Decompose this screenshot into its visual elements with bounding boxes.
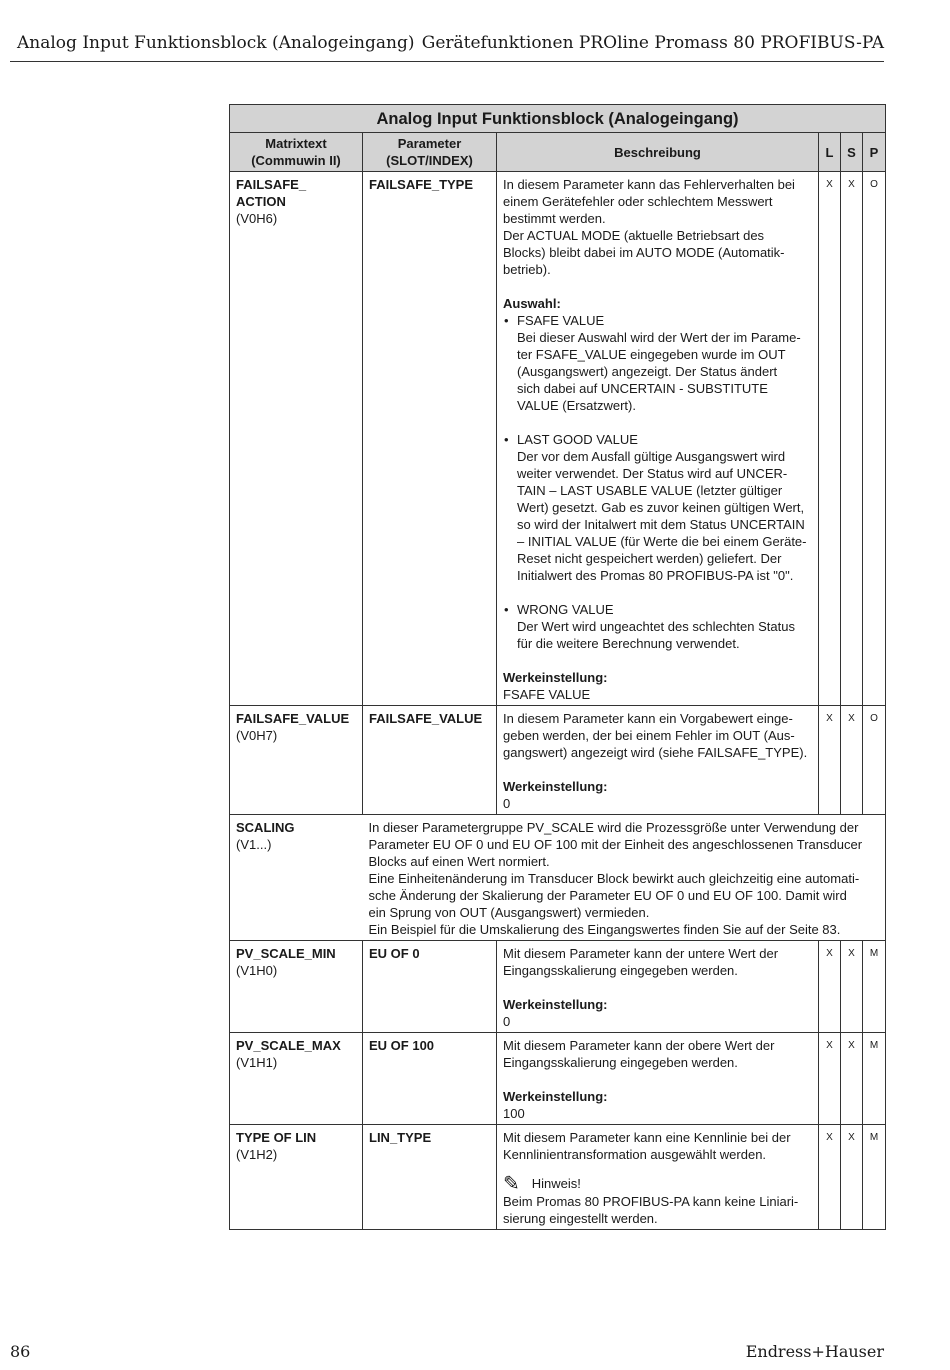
flag-p: O xyxy=(863,706,886,815)
flag-p: M xyxy=(863,1125,886,1230)
matrix-cell: TYPE OF LIN (V1H2) xyxy=(230,1125,363,1230)
flag-l: X xyxy=(819,706,841,815)
note-label: Hinweis! xyxy=(531,1176,581,1191)
flag-p: M xyxy=(863,1033,886,1125)
flag-s: X xyxy=(841,1125,863,1230)
description-cell: In dieser Parametergruppe PV_SCALE wird die Prozessgröße unter Verwendung der Parameter EU OF 0 und EU OF 100 mit der Einheit des angeschlossenen Transducer Blocks auf einen Wert normiert. Eine Einheitenänderung im Transducer Block bewirkt auch gleichzeitig eine automati- sche Änderung der Skalierung der Parameter EU OF 0 und EU OF 100. Damit wird ein Sprung von OUT (Ausgangswert) vermieden. Ein Beispiel für die Umskalierung des Eingangswertes finden Sie auf der Seite 83. xyxy=(363,815,886,941)
column-header-matrix: Matrixtext (Commuwin II) xyxy=(230,133,363,172)
description-cell: In diesem Parameter kann das Fehlerverhalten bei einem Gerätefehler oder schlechtem Messwert bestimmt werden. Der ACTUAL MODE (aktuelle Betriebsart des Blocks) bleibt dabei im AUTO MODE (Automatik- betrieb). Auswahl: • FSAFE VALUE Bei dieser Auswahl wird der Wert der im Parame- ter FSAFE_VALUE eingegeben wurde im OUT (Ausgangswert) angezeigt. Der Status ändert sich dabei auf UNCERTAIN - SUBSTITUTE VALUE (Ersatzwert). • LAST GOOD VALUE Der vor dem Ausfall gültige Ausgangswert wird weiter verwendet. Der Status wird auf UNCER- TAIN – LAST USABLE VALUE (letzter gültiger Wert) gesetzt. Gab es zuvor keinen gültigen Wert, so wird der Initalwert mit dem Status UNCERTAIN – INITIAL VALUE (für Werte die bei einem Geräte- Reset nicht gespeichert werden) geliefert. Der Initialwert des Promas 80 PROFIBUS-PA ist "0". • WRONG VALUE Der Wert wird ungeachtet des schlechten Status für die weitere Berechnung verwendet. Werkeinstellung: FSAFE VALUE xyxy=(497,172,819,706)
flag-s: X xyxy=(841,1033,863,1125)
description-cell: Mit diesem Parameter kann der obere Wert der Eingangsskalierung eingegeben werden. Werkeinstellung: 100 xyxy=(497,1033,819,1125)
description-cell: Mit diesem Parameter kann eine Kennlinie bei der Kennlinientransformation ausgewählt werden. ✎ Hinweis! Beim Promas 80 PROFIBUS-PA kann keine Liniari- sierung eingestellt werden. xyxy=(497,1125,819,1230)
default-value: FSAFE VALUE xyxy=(503,687,591,702)
flag-l: X xyxy=(819,1033,841,1125)
column-header-l: L xyxy=(819,133,841,172)
table-row-failsafe-action xyxy=(230,172,886,706)
default-label: Werkeinstellung: xyxy=(503,997,608,1012)
column-header-parameter: Parameter (SLOT/INDEX) xyxy=(363,133,497,172)
flag-p: O xyxy=(863,172,886,706)
flag-l: X xyxy=(819,172,841,706)
table-row-failsafe-value xyxy=(230,706,886,815)
column-header-s: S xyxy=(841,133,863,172)
flag-l: X xyxy=(819,941,841,1033)
parameter-cell: EU OF 0 xyxy=(363,941,497,1033)
matrix-cell: PV_SCALE_MIN (V1H0) xyxy=(230,941,363,1033)
table-row-scaling xyxy=(230,815,886,941)
bullet-icon: • xyxy=(504,432,509,447)
header-section-title: Analog Input Funktionsblock (Analogeingang) xyxy=(17,33,415,53)
table-title: Analog Input Funktionsblock (Analogeingang) xyxy=(230,105,886,133)
default-value: 0 xyxy=(503,796,511,811)
parameter-cell: FAILSAFE_VALUE xyxy=(363,706,497,815)
flag-s: X xyxy=(841,941,863,1033)
parameter-cell: EU OF 100 xyxy=(363,1033,497,1125)
table-row-type-of-lin xyxy=(230,1125,886,1230)
table-row-pv-scale-min xyxy=(230,941,886,1033)
note-heading xyxy=(503,1175,812,1193)
column-header-description: Beschreibung xyxy=(497,133,819,172)
matrix-cell: PV_SCALE_MAX (V1H1) xyxy=(230,1033,363,1125)
bullet-icon: • xyxy=(504,313,509,328)
flag-s: X xyxy=(841,706,863,815)
page-number: 86 xyxy=(10,1342,31,1361)
bullet-icon: • xyxy=(504,602,509,617)
default-value: 0 xyxy=(503,1014,511,1029)
flag-s: X xyxy=(841,172,863,706)
pencil-note-icon: ✎ xyxy=(503,1173,520,1195)
brand-logo-text: Endress+Hauser xyxy=(745,1342,884,1361)
description-cell: In diesem Parameter kann ein Vorgabewert einge- geben werden, der bei einem Fehler im OUT (Aus- gangswert) angezeigt wird (siehe FAILSAFE_TYPE). Werkeinstellung: 0 xyxy=(497,706,819,815)
option-list xyxy=(503,312,812,652)
matrix-cell: FAILSAFE_VALUE (V0H7) xyxy=(230,706,363,815)
flag-p: M xyxy=(863,941,886,1033)
choice-label: Auswahl: xyxy=(503,296,561,311)
table-header-row xyxy=(230,133,886,172)
page-header xyxy=(10,30,884,62)
list-item: • FSAFE VALUE Bei dieser Auswahl wird der Wert der im Parame- ter FSAFE_VALUE eingegeben wurde im OUT (Ausgangswert) angezeigt. Der Status ändert sich dabei auf UNCERTAIN - SUBSTITUTE VALUE (Ersatzwert). xyxy=(504,313,801,413)
description-cell: Mit diesem Parameter kann der untere Wert der Eingangsskalierung eingegeben werden. Werkeinstellung: 0 xyxy=(497,941,819,1033)
default-label: Werkeinstellung: xyxy=(503,1089,608,1104)
list-item: • WRONG VALUE Der Wert wird ungeachtet des schlechten Status für die weitere Berechnung verwendet. xyxy=(504,602,795,651)
default-label: Werkeinstellung: xyxy=(503,670,608,685)
default-value: 100 xyxy=(503,1106,525,1121)
column-header-p: P xyxy=(863,133,886,172)
flag-l: X xyxy=(819,1125,841,1230)
table-row-pv-scale-max xyxy=(230,1033,886,1125)
header-document-title: Gerätefunktionen PROline Promass 80 PROFIBUS-PA xyxy=(421,33,884,53)
parameter-cell: LIN_TYPE xyxy=(363,1125,497,1230)
list-item: • LAST GOOD VALUE Der vor dem Ausfall gültige Ausgangswert wird weiter verwendet. Der Status wird auf UNCER- TAIN – LAST USABLE VALUE (letzter gültiger Wert) gesetzt. Gab es zuvor keinen gültigen Wert, so wird der Initalwert mit dem Status UNCERTAIN – INITIAL VALUE (für Werte die bei einem Geräte- Reset nicht gespeichert werden) geliefert. Der Initialwert des Promas 80 PROFIBUS-PA ist "0". xyxy=(504,432,807,583)
parameter-cell: FAILSAFE_TYPE xyxy=(363,172,497,706)
matrix-cell: FAILSAFE_ ACTION (V0H6) xyxy=(230,172,363,706)
parameter-table xyxy=(229,104,886,1230)
default-label: Werkeinstellung: xyxy=(503,779,608,794)
matrix-cell: SCALING (V1...) xyxy=(230,815,363,941)
